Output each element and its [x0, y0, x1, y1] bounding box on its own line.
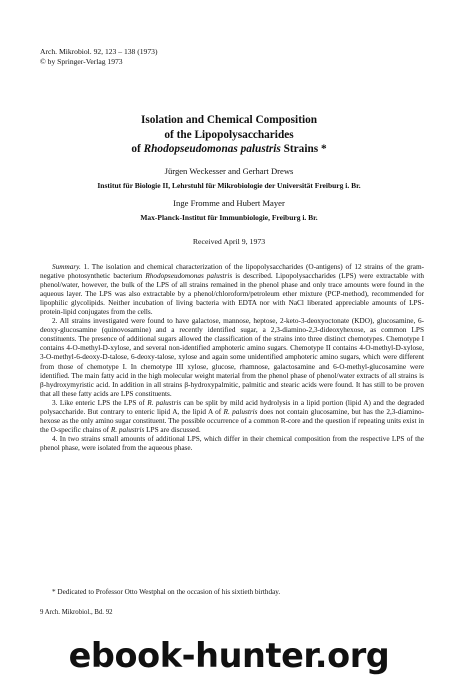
summary-text: 1. The isolation and chemical characterization of the lipopolysaccharides (O-antigens) of 12 strains of the gram-negative photosynthetic bacterium [40, 263, 424, 281]
title-prefix: of [131, 143, 144, 155]
page-folio: 9 Arch. Mikrobiol., Bd. 92 [40, 609, 113, 616]
summary-label: Summary. [52, 263, 81, 271]
journal-header [40, 47, 157, 67]
summary-paragraph-4: 4. In two strains small amounts of additional LPS, which differ in their chemical composition from the respective LPS of the phenol phase, were isolated from the aqueous phase. [40, 434, 424, 452]
species-name: R. palustris [223, 407, 258, 416]
footnote: * Dedicated to Professor Otto Westphal on the occasion of his sixtieth birthday. [52, 588, 281, 596]
title-line-1: Isolation and Chemical Composition [140, 114, 318, 126]
author-group-1: Jürgen Weckesser and Gerhart Drews [164, 166, 294, 176]
summary-text: is described. Lipopolysaccharides (LPS) were extractable with phenol/water, however, the bulk of the LPS of all strains remained in the phenol phase and only trace amounts were found in the aqueous layer. The LPS was also extractable by a phenol/chloroform/petroleum ether mixture (PCP-method), recommended for lipophilic glycolipids. Neither incubation of living bacteria with EDTA nor with NaCl liberated appreciable amounts of LPS-protein-lipid conjugates from the cells. [40, 272, 424, 317]
received-date: Received April 9, 1973 [192, 237, 266, 246]
institution-1: Institut für Biologie II, Lehrstuhl für Mikrobiologie der Universität Freiburg i. Br. [97, 181, 361, 190]
journal-citation: Arch. Mikrobiol. 92, 123 – 138 (1973) [40, 47, 158, 56]
summary-section [40, 263, 424, 453]
summary-paragraph-2: 2. All strains investigated were found to have galactose, mannose, heptose, 2-keto-3-deoxyoctonate (KDO), glucosamine, 6-deoxy-glucosamine (quinovosamine) and a recently identified sugar, a 2,3-diamino-2,3-dideoxyhexose, as common LPS constituents. The presence of additional sugars allowed the classification of the strains into three distinct chemotypes. Chemotype I contains 4-O-methyl-D-xylose, and several non-identified amphoteric amino sugars. Chemotype II contains 4-O-methyl-D-xylose, 3-O-methyl-6-deoxy-D-talose, 6-deoxy-talose, xylose and again some unidentified amphoteric amino sugars, which were different from those of chemotype I. In chemotype III xylose, glucose, rhamnose, galactosamine and 6-O-methyl-glucosamine were identified. The main fatty acid in the high molecular weight material from the phenol phase of phenol/water extracts of all strains is β-hydroxymyristic acid. In addition in all strains β-hydroxypalmitic, palmitic and stearic acids were found. It has still to be proven that all these fatty acids are LPS constituents. [40, 317, 424, 398]
article-title [0, 113, 458, 157]
summary-text: 3. Like enteric LPS the LPS of [52, 398, 148, 407]
species-name: Rhodopseudomonas palustris [145, 272, 233, 281]
species-name: R. palustris [110, 425, 145, 434]
title-line-3 [0, 142, 458, 157]
copyright-line: © by Springer-Verlag 1973 [40, 57, 123, 66]
summary-paragraph-1 [40, 263, 424, 317]
species-name: R. palustris [147, 398, 182, 407]
watermark-text: ebook-hunter.org [68, 636, 390, 675]
summary-paragraph-3 [40, 399, 424, 435]
summary-text: can be split by mild acid hydrolysis in a lipid portion (lipid A) and the degraded polysaccharide. But contrary to enteric lipid A, the lipid A of [40, 398, 425, 416]
institution-2: Max-Planck-Institut für Immunbiologie, Freiburg i. Br. [140, 213, 318, 222]
author-group-2: Inge Fromme and Hubert Mayer [173, 198, 285, 208]
title-suffix: Strains * [280, 143, 327, 155]
title-line-2: of the Lipopolysaccharides [164, 128, 294, 141]
summary-text: LPS are discussed. [144, 425, 201, 434]
summary-text: does not contain glucosamine, but has the 2,3-diamino-hexose as the only amino sugar constituent. The possible occurrence of a common R-core and the question if repeating units exist in the O-specific chains of [40, 407, 424, 434]
title-species: Rhodopseudomonas palustris [143, 143, 281, 155]
